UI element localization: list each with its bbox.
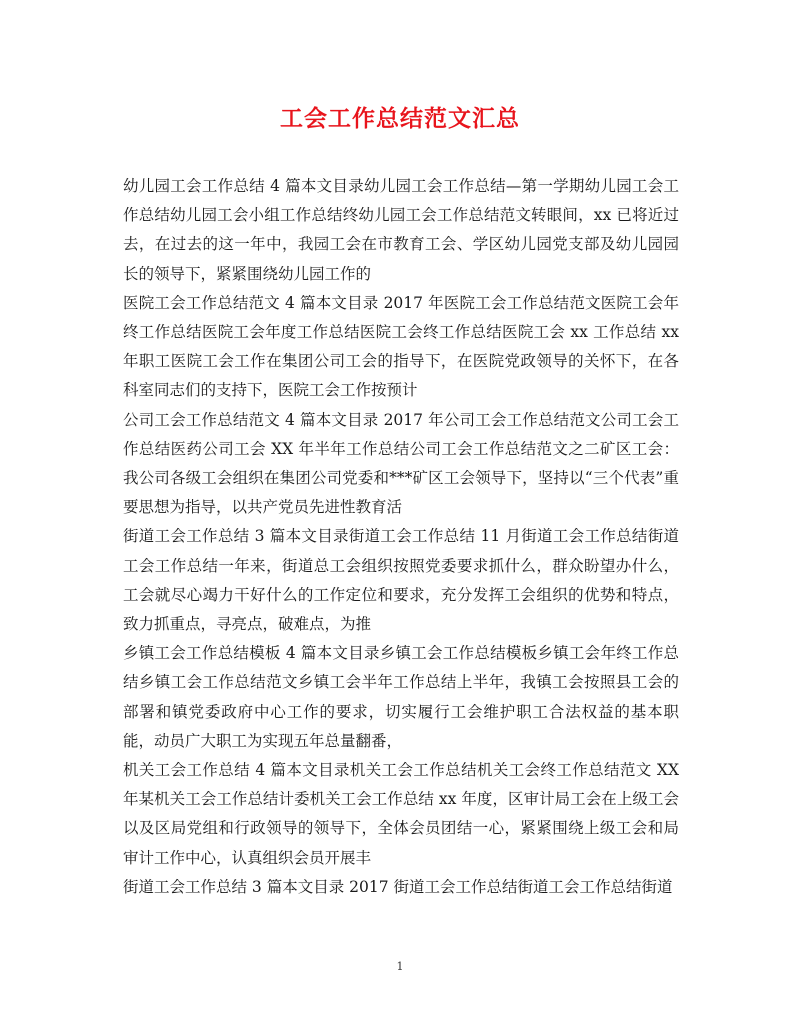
paragraph-street-2017: 街道工会工作总结 3 篇本文目录 2017 街道工会工作总结街道工会工作总结街道: [123, 877, 673, 896]
paragraph-hospital: 医院工会工作总结范文 4 篇本文目录 2017 年医院工会工作总结范文医院工会年终工作总结医院工会年度工作总结医院工会终工作总结医院工会 xx 工作总结 xx年职工医院工会工作在集团公司工会的指导下，在医院党政领导的关怀下，在各科室同志们的支持下，医院工会工作按预计: [123, 293, 679, 400]
paragraph-kindergarten: 幼儿园工会工作总结 4 篇本文目录幼儿园工会工作总结—第一学期幼儿园工会工作总结幼儿园工会小组工作总结终幼儿园工会工作总结范文转眼间，xx 已将近过去，在过去的这一年中，我园工会在市教育工会、学区幼儿园党支部及幼儿园园长的领导下，紧紧围绕幼儿园工作的: [123, 177, 679, 283]
paragraph-company: 公司工会工作总结范文 4 篇本文目录 2017 年公司工会工作总结范文公司工会工作总结医药公司工会 XX 年半年工作总结公司工会工作总结范文之二矿区工会：我公司各级工会组织在集团公司党委和***矿区工会领导下，坚持以“三个代表”重要思想为指导，以共产党员先进性教育活: [123, 410, 679, 517]
paragraph-agency: 机关工会工作总结 4 篇本文目录机关工会工作总结机关工会终工作总结范文 XX年某机关工会工作总结计委机关工会工作总结 xx 年度，区审计局工会在上级工会以及区局党组和行政领导的领导下，全体会员团结一心，紧紧围绕上级工会和局审计工作中心，认真组织会员开展丰: [123, 761, 679, 867]
document-body: [123, 172, 679, 902]
paragraph-street: 街道工会工作总结 3 篇本文目录街道工会工作总结 11 月街道工会工作总结街道工会工作总结一年来，街道总工会组织按照党委要求抓什么，群众盼望办什么，工会就尽心竭力干好什么的工作定位和要求，充分发挥工会组织的优势和特点，致力抓重点，寻亮点，破难点，为推: [123, 527, 679, 634]
document-title: 工会工作总结范文汇总: [280, 105, 520, 132]
page-number: 1: [396, 960, 404, 973]
paragraph-township: 乡镇工会工作总结模板 4 篇本文目录乡镇工会工作总结模板乡镇工会年终工作总结乡镇工会工作总结范文乡镇工会半年工作总结上半年，我镇工会按照县工会的部署和镇党委政府中心工作的要求，切实履行工会维护职工合法权益的基本职能，动员广大职工为实现五年总量翻番，: [123, 644, 679, 750]
